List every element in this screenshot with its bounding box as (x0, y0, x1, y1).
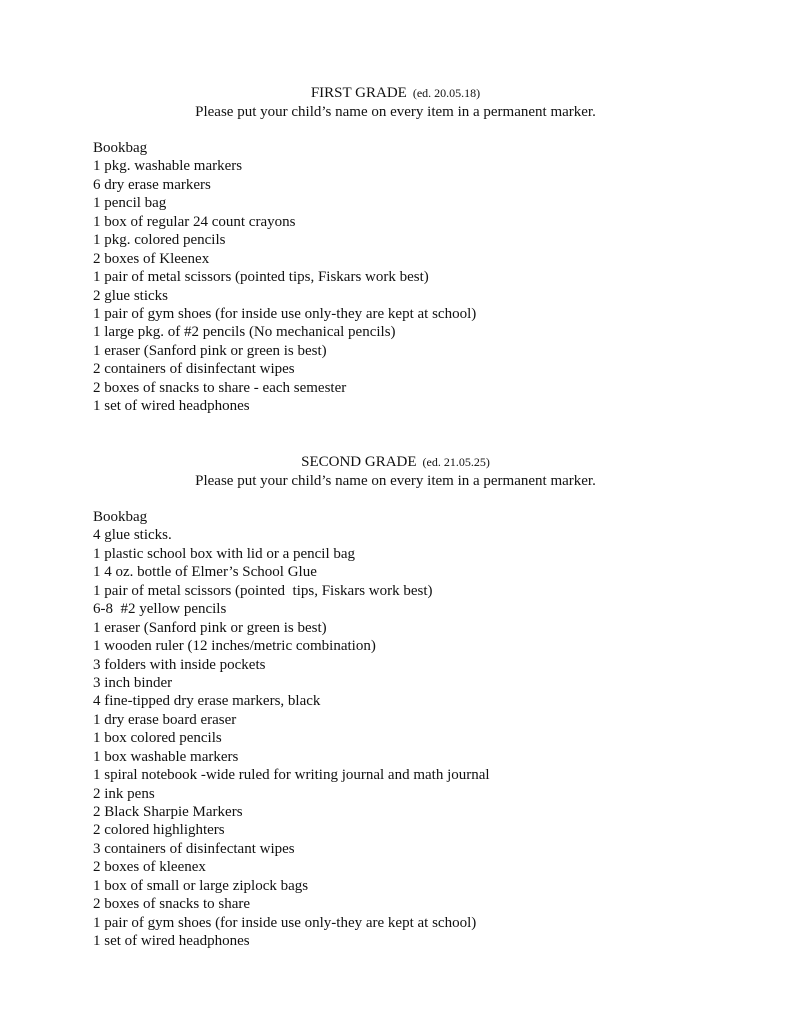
supply-item: 1 pencil bag (93, 195, 167, 212)
supply-item: 1 dry erase board eraser (93, 711, 237, 728)
supply-item: 3 inch binder (93, 674, 173, 691)
supply-item: 1 pair of gym shoes (for inside use only-they are kept at school) (93, 305, 477, 322)
supply-item: 1 pair of metal scissors (pointed tips, Fiskars work best) (93, 269, 429, 286)
supply-item: 1 eraser (Sanford pink or green is best) (93, 342, 327, 359)
supply-item: 2 ink pens (93, 785, 155, 802)
supply-item: 6 dry erase markers (93, 176, 211, 193)
first-grade-title: FIRST GRADE (310, 85, 407, 101)
supply-item: 1 wooden ruler (12 inches/metric combination) (93, 638, 376, 655)
supply-item: 3 folders with inside pockets (93, 656, 266, 673)
supply-item: 1 box washable markers (93, 748, 239, 765)
supply-item: 1 large pkg. of #2 pencils (No mechanical pencils) (93, 324, 396, 341)
supply-item: 2 boxes of kleenex (93, 859, 206, 876)
second-grade-supply-list (93, 508, 791, 951)
supply-item: 1 4 oz. bottle of Elmer’s School Glue (93, 564, 317, 581)
supply-item: Bookbag (93, 509, 148, 525)
supply-item: 1 set of wired headphones (93, 933, 250, 950)
supply-item: 1 spiral notebook -wide ruled for writing journal and math journal (93, 767, 490, 784)
first-grade-instruction: Please put your child’s name on every item in a permanent marker. (195, 104, 596, 120)
supply-item: 1 set of wired headphones (93, 398, 250, 415)
supply-item: 2 boxes of snacks to share (93, 896, 251, 913)
supply-item: 1 pair of gym shoes (for inside use only-they are kept at school) (93, 914, 477, 931)
supply-item: 1 box colored pencils (93, 730, 222, 747)
supply-item: 1 pair of metal scissors (pointed tips, Fiskars work best) (93, 582, 433, 599)
second-grade-edition: (ed. 21.05.25) (422, 455, 490, 469)
supply-item: 2 colored highlighters (93, 822, 225, 839)
supply-item: 1 box of small or large ziplock bags (93, 877, 309, 894)
second-grade-section (0, 453, 791, 951)
supply-item: 2 boxes of snacks to share - each semester (93, 379, 347, 396)
supply-item: 4 fine-tipped dry erase markers, black (93, 693, 321, 710)
first-grade-edition: (ed. 20.05.18) (412, 86, 481, 100)
supply-item: 1 eraser (Sanford pink or green is best) (93, 619, 327, 636)
supply-item: Bookbag (93, 140, 148, 156)
supply-item: 1 pkg. washable markers (93, 158, 243, 175)
supply-item: 1 pkg. colored pencils (93, 232, 226, 249)
first-grade-heading (0, 84, 791, 102)
first-grade-supply-list (93, 139, 791, 416)
first-grade-section (0, 84, 791, 416)
second-grade-heading (0, 453, 791, 471)
supply-item: 1 plastic school box with lid or a pencil bag (93, 545, 356, 562)
supply-item: 2 Black Sharpie Markers (93, 804, 243, 820)
supply-item: 2 boxes of Kleenex (93, 250, 210, 267)
supply-item: 3 containers of disinfectant wipes (93, 840, 295, 857)
supply-item: 2 containers of disinfectant wipes (93, 361, 295, 378)
second-grade-instruction: Please put your child’s name on every item in a permanent marker. (195, 473, 596, 489)
supply-item: 2 glue sticks (93, 287, 168, 304)
supply-item: 6-8 #2 yellow pencils (93, 601, 227, 618)
second-grade-title: SECOND GRADE (301, 454, 417, 470)
supply-item: 1 box of regular 24 count crayons (93, 213, 296, 230)
supply-item: 4 glue sticks. (93, 527, 172, 544)
